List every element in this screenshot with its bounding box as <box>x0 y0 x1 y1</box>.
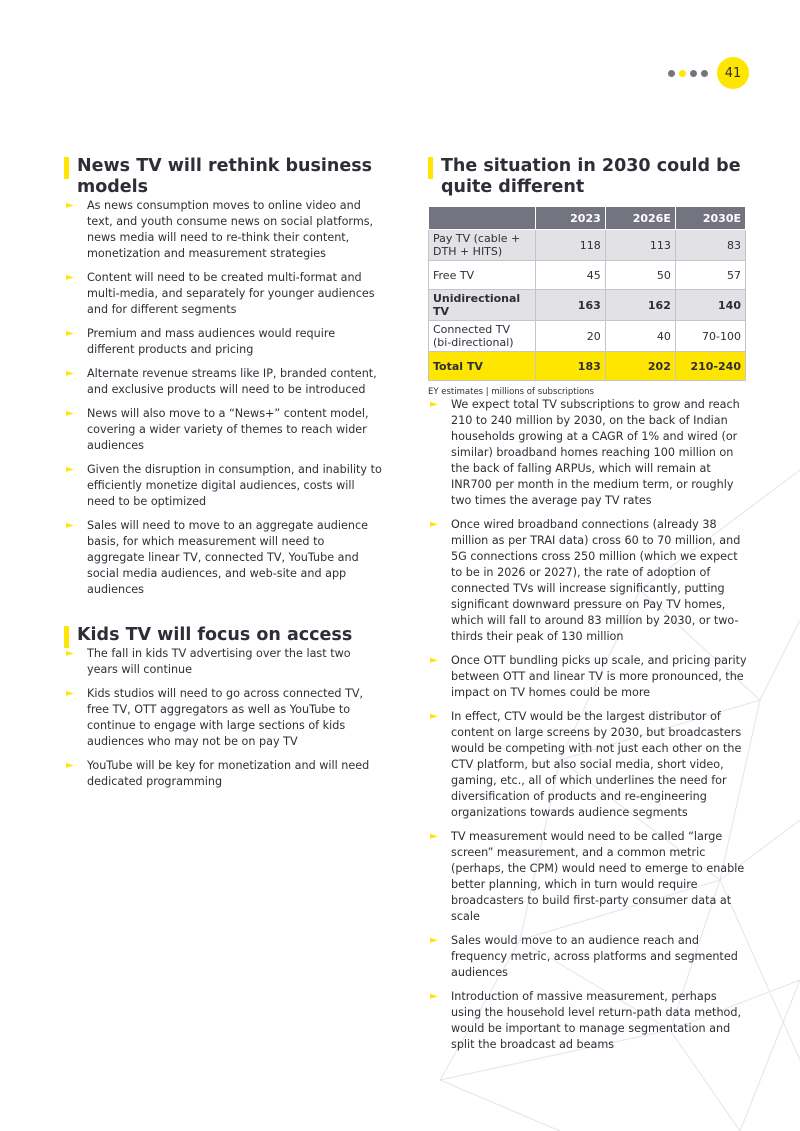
bullet-arrow-icon: ► <box>66 328 74 339</box>
bullet-arrow-icon: ► <box>66 464 74 475</box>
table-total-row <box>429 352 746 381</box>
table-cell: 45 <box>535 261 605 290</box>
bullet-item: ► Kids studios will need to go across connected TV, free TV, OTT aggregators as well as YouTube to continue to engage with large sections of kids audiences who may not be on pay TV <box>66 687 364 748</box>
heading-accent-bar <box>428 157 433 179</box>
table-row <box>429 230 746 261</box>
bullet-item: ► Given the disruption in consumption, and inability to efficiently monetize digital audiences, costs will need to be optimized <box>66 463 382 508</box>
table-cell: 210-240 <box>675 352 745 381</box>
bullet-arrow-icon: ► <box>66 760 74 771</box>
bullet-arrow-icon: ► <box>430 519 438 530</box>
bullet-item: ► The fall in kids TV advertising over the last two years will continue <box>66 647 351 676</box>
bullet-arrow-icon: ► <box>66 272 74 283</box>
bullet-arrow-icon: ► <box>430 655 438 666</box>
bullet-arrow-icon: ► <box>430 991 438 1002</box>
table-cell: 20 <box>535 321 605 352</box>
situation-2030-bullets <box>428 397 748 1053</box>
bullet-item: ► As news consumption moves to online video and text, and youth consume news on social platforms, news media will need to re-think their content, monetization and measurement strategies <box>66 199 374 260</box>
bullet-arrow-icon: ► <box>66 520 74 531</box>
table-header-row <box>429 207 746 230</box>
table-row <box>429 261 746 290</box>
situation-2030-heading <box>428 156 748 198</box>
table-cell: 50 <box>605 261 675 290</box>
bullet-item: ► In effect, CTV would be the largest distributor of content on large screens by 2030, but broadcasters would be competing with not just each other on the CTV platform, but also social media, short video, gaming, etc., all of which underlines the need for diversification of products and re-engineering organizations towards audience segments <box>430 710 742 819</box>
kids-tv-heading-text: Kids TV will focus on access <box>77 625 353 645</box>
bullet-arrow-icon: ► <box>66 408 74 419</box>
table-header-cell: 2026E <box>605 207 675 230</box>
bullet-arrow-icon: ► <box>66 368 74 379</box>
bullet-item: ► Alternate revenue streams like IP, branded content, and exclusive products will need to be introduced <box>66 367 377 396</box>
kids-tv-bullets <box>64 646 384 790</box>
table-cell: 70-100 <box>675 321 745 352</box>
table-cell: 57 <box>675 261 745 290</box>
heading-accent-bar <box>64 626 69 648</box>
bullet-arrow-icon: ► <box>430 831 438 842</box>
kids-tv-heading <box>64 625 384 646</box>
table-row <box>429 321 746 352</box>
news-tv-heading-text: News TV will rethink business models <box>77 156 373 197</box>
bullet-arrow-icon: ► <box>430 711 438 722</box>
table-source-note: EY estimates | millions of subscriptions <box>428 387 594 397</box>
bullet-item: ► Sales will need to move to an aggregate audience basis, for which measurement will need to aggregate linear TV, connected TV, YouTube and social media audiences, and web-site and app audiences <box>66 519 368 596</box>
row-label: Unidirectional TV <box>429 290 536 321</box>
bullet-arrow-icon: ► <box>430 399 438 410</box>
news-tv-heading <box>64 156 384 198</box>
row-label: Free TV <box>429 261 536 290</box>
bullet-item: ► News will also move to a “News+” content model, covering a wider variety of themes to reach wider audiences <box>66 407 369 452</box>
row-label: Total TV <box>429 352 536 381</box>
page-dot <box>690 70 697 77</box>
page-number: 41 <box>717 57 749 89</box>
page-dot-active <box>679 70 686 77</box>
left-column <box>64 156 384 798</box>
bullet-item: ► Sales would move to an audience reach and frequency metric, across platforms and segmented audiences <box>430 934 738 979</box>
situation-2030-heading-text: The situation in 2030 could be quite different <box>441 156 741 197</box>
table-cell: 83 <box>675 230 745 261</box>
table-header-cell: 2030E <box>675 207 745 230</box>
bullet-item: ► Content will need to be created multi-format and multi-media, and separately for younger audiences and for different segments <box>66 271 375 316</box>
table-cell: 162 <box>605 290 675 321</box>
bullet-arrow-icon: ► <box>66 648 74 659</box>
bullet-arrow-icon: ► <box>430 935 438 946</box>
bullet-item: ► Once OTT bundling picks up scale, and pricing parity between OTT and linear TV is more pronounced, the impact on TV homes could be more <box>430 654 747 699</box>
news-tv-bullets <box>64 198 384 598</box>
table-header-cell: 2023 <box>535 207 605 230</box>
tv-subscriptions-table <box>428 206 746 381</box>
row-label: Pay TV (cable + DTH + HITS) <box>429 230 536 261</box>
row-label: Connected TV (bi-directional) <box>429 321 536 352</box>
page-indicator <box>668 57 749 89</box>
table-row <box>429 290 746 321</box>
page-dot <box>701 70 708 77</box>
bullet-arrow-icon: ► <box>66 200 74 211</box>
bullet-item: ► Once wired broadband connections (already 38 million as per TRAI data) cross 60 to 70 million, and 5G connections cross 250 million (which we expect to be in 2026 or 2027), the rate of adoption of connected TVs will increase significantly, putting significant downward pressure on Pay TV homes, which will fall to around 83 million by 2030, or two-thirds their peak of 130 million <box>430 518 741 643</box>
table-cell: 183 <box>535 352 605 381</box>
bullet-item: ► Premium and mass audiences would require different products and pricing <box>66 327 336 356</box>
table-cell: 118 <box>535 230 605 261</box>
table-header-cell <box>429 207 536 230</box>
table-cell: 40 <box>605 321 675 352</box>
table-cell: 202 <box>605 352 675 381</box>
bullet-item: ► We expect total TV subscriptions to grow and reach 210 to 240 million by 2030, on the back of Indian households growing at a CAGR of 1% and wired (or similar) broadband homes reaching 100 million on the back of falling ARPUs, which will remain at INR700 per month in the medium term, or roughly two times the average pay TV rates <box>430 398 740 507</box>
table-cell: 163 <box>535 290 605 321</box>
page-dot <box>668 70 675 77</box>
bullet-arrow-icon: ► <box>66 688 74 699</box>
bullet-item: ► TV measurement would need to be called “large screen” measurement, and a common metric (perhaps, the CPM) would need to emerge to enable better planning, which in turn would require broadcasters to build first-party consumer data at scale <box>430 830 745 923</box>
table-cell: 140 <box>675 290 745 321</box>
table-cell: 113 <box>605 230 675 261</box>
bullet-item: ► Introduction of massive measurement, perhaps using the household level return-path data method, would be important to manage segmentation and split the broadcast ad beams <box>430 990 742 1051</box>
heading-accent-bar <box>64 157 69 179</box>
bullet-item: ► YouTube will be key for monetization and will need dedicated programming <box>66 759 370 788</box>
right-column <box>428 156 748 1061</box>
